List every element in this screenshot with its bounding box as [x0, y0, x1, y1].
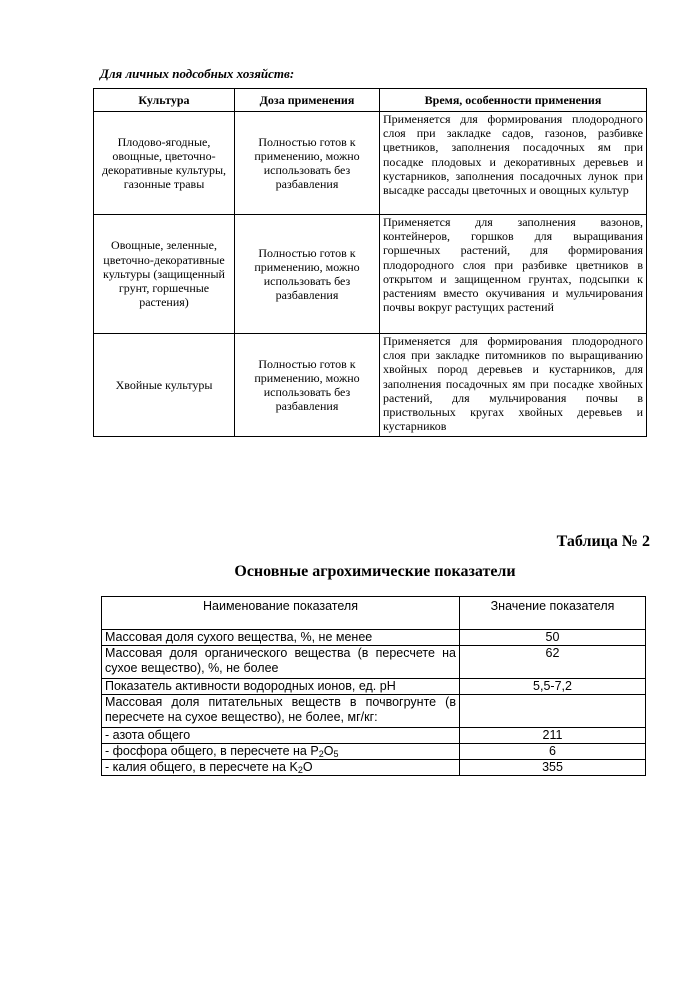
table-row: [94, 215, 647, 334]
culture-cell: Овощные, зеленные, цветочно-декоративные культуры (защищенный грунт, горшечные растения): [94, 215, 235, 334]
table-row: [102, 646, 646, 679]
column-header-dose: Доза применения: [235, 89, 380, 112]
indicator-value: 5,5-7,2: [460, 679, 646, 695]
column-header-culture: Культура: [94, 89, 235, 112]
indicator-name: Массовая доля питательных веществ в почвогрунте (в пересчете на сухое вещество), не более, мг/кг:: [102, 695, 460, 728]
indicator-value: 6: [460, 744, 646, 760]
dose-cell: Полностью готов к применению, можно использовать без разбавления: [235, 112, 380, 215]
indicator-value: 50: [460, 630, 646, 646]
indicator-name: - фосфора общего, в пересчете на $P_2O_5$: [102, 744, 460, 760]
indicator-name: - азота общего: [102, 728, 460, 744]
table-number-label: Таблица № 2: [556, 533, 650, 550]
table-row: [102, 744, 646, 760]
section-subtitle: Для личных подсобных хозяйств:: [100, 66, 295, 81]
application-table: [93, 88, 647, 437]
usage-cell: Применяется для формирования плодородного слоя при закладке садов, газонов, разбивке цветников, заполнения посадочных ям при посадке плодовых и декоративных деревьев и кустарников, заполнения посадочных лунок при высадке рассады цветочных и овощных культур: [380, 112, 647, 215]
dose-cell: Полностью готов к применению, можно использовать без разбавления: [235, 215, 380, 334]
culture-cell: Плодово-ягодные, овощные, цветочно-декоративные культуры, газонные травы: [94, 112, 235, 215]
indicator-name: Массовая доля сухого вещества, %, не менее: [102, 630, 460, 646]
table-header-row: [94, 89, 647, 112]
table-title: Основные агрохимические показатели: [234, 563, 516, 580]
usage-cell: Применяется для формирования плодородного слоя при закладке питомников по выращиванию хвойных пород деревьев и кустарников, для заполнения посадочных ям при посадке хвойных растений, для мульчирования почвы в приствольных кругах хвойных деревьев и кустарников: [380, 334, 647, 437]
table-row: [94, 334, 647, 437]
column-header-usage: Время, особенности применения: [380, 89, 647, 112]
indicator-name: Показатель активности водородных ионов, ед. pH: [102, 679, 460, 695]
indicator-name: - калия общего, в пересчете на $K_2O$: [102, 760, 460, 776]
agrochemical-table: [101, 596, 646, 776]
table-row: [102, 679, 646, 695]
table-header-row: [102, 597, 646, 630]
dose-cell: Полностью готов к применению, можно использовать без разбавления: [235, 334, 380, 437]
table-row: [102, 728, 646, 744]
indicator-value: 211: [460, 728, 646, 744]
indicator-value: 62: [460, 646, 646, 679]
column-header-value: Значение показателя: [460, 597, 646, 630]
table-row: [102, 630, 646, 646]
indicator-name: Массовая доля органического вещества (в пересчете на сухое вещество), %, не более: [102, 646, 460, 679]
table-row: [102, 695, 646, 728]
culture-cell: Хвойные культуры: [94, 334, 235, 437]
table-row: [94, 112, 647, 215]
indicator-value: 355: [460, 760, 646, 776]
usage-cell: Применяется для заполнения вазонов, контейнеров, горшков для выращивания горшечных растений, для формирования плодородного слоя при разбивке цветников в открытом и защищенном грунтах, подсыпки к растениям вместо окучивания и мульчирования почвы вокруг растущих растений: [380, 215, 647, 334]
column-header-name: Наименование показателя: [102, 597, 460, 630]
table-row: [102, 760, 646, 776]
indicator-value: [460, 695, 646, 728]
